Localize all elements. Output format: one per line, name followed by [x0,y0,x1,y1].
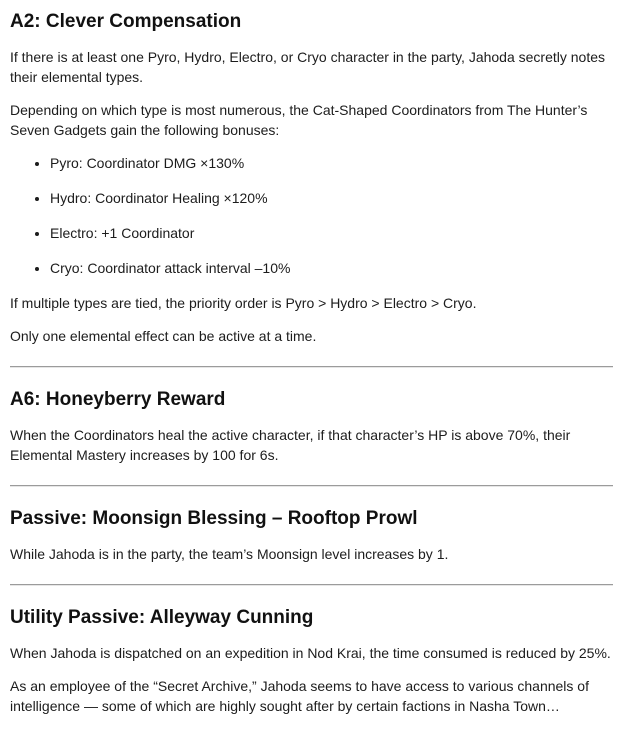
section-divider [10,366,613,368]
section-a6-honeyberry-reward [10,388,613,465]
paragraph: While Jahoda is in the party, the team’s Moonsign level increases by 1. [10,546,449,562]
paragraph: If there is at least one Pyro, Hydro, Electro, or Cryo character in the party, Jahoda secretly notes their elemental types. [10,49,606,85]
bonus-item-electro: • Electro: +1 Coordinator [50,223,613,243]
paragraph: When the Coordinators heal the active character, if that character’s HP is above 70%, their Elemental Mastery increases by 100 for 6s. [10,427,571,463]
section-passive-moonsign-blessing [10,507,613,564]
section-heading: A6: Honeyberry Reward [10,389,226,410]
paragraph: When Jahoda is dispatched on an expedition in Nod Krai, the time consumed is reduced by 25%. [10,645,611,661]
section-utility-passive-alleyway-cunning [10,606,613,716]
section-a2-clever-compensation [10,10,613,346]
paragraph: As an employee of the “Secret Archive,” Jahoda seems to have access to various channels of intelligence — some of which are highly sought after by certain factions in Nasha Town… [10,678,589,714]
paragraph: Only one elemental effect can be active at a time. [10,328,317,344]
bonus-item-cryo: • Cryo: Coordinator attack interval –10% [50,258,613,278]
section-heading: A2: Clever Compensation [10,11,242,32]
paragraph: Depending on which type is most numerous, the Cat-Shaped Coordinators from The Hunter’s Seven Gadgets gain the following bonuses: [10,102,588,138]
section-divider [10,584,613,586]
bonus-item-hydro: • Hydro: Coordinator Healing ×120% [50,188,613,208]
section-heading: Utility Passive: Alleyway Cunning [10,607,314,628]
bonus-item-pyro: • Pyro: Coordinator DMG ×130% [50,153,613,173]
elemental-bonus-list [10,153,613,278]
paragraph: If multiple types are tied, the priority order is Pyro > Hydro > Electro > Cryo. [10,295,477,311]
section-heading: Passive: Moonsign Blessing – Rooftop Prowl [10,508,418,529]
section-divider [10,485,613,487]
